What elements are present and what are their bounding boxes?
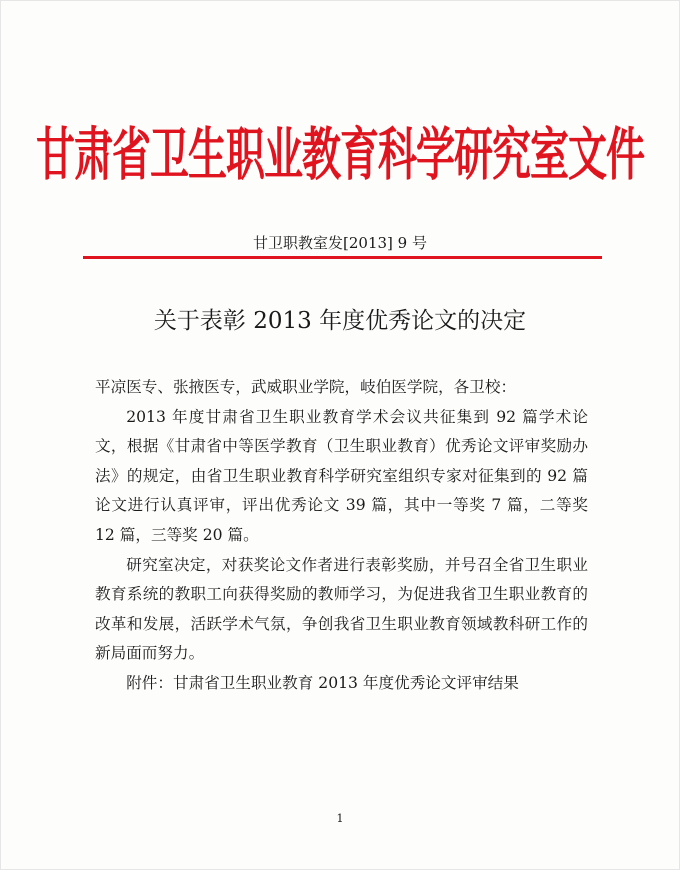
red-divider-line: [83, 256, 602, 259]
body-paragraph-2: 研究室决定，对获奖论文作者进行表彰奖励，并号召全省卫生职业教育系统的教职工向获得奖励的教师学习，为促进我省卫生职业教育的改革和发展，活跃学术气氛，争创我省卫生职业教育领域教科研工作的新局面而努力。: [95, 555, 588, 663]
attachment-line: 附件：甘肃省卫生职业教育 2013 年度优秀论文评审结果: [126, 673, 519, 692]
body-paragraph-1: 2013 年度甘肃省卫生职业教育学术会议共征集到 92 篇学术论文，根据《甘肃省中等医学教育（卫生职业教育）优秀论文评审奖励办法》的规定，由省卫生职业教育科学研究室组织专家对征集到的 92 篇论文进行认真评审，评出优秀论文 39 篇，其中一等奖 7 篇，二等奖 12 篇，三等奖 20 篇。: [95, 407, 588, 544]
page-number: 1: [336, 812, 344, 825]
document-header-title: 甘肃省卫生职业教育科学研究室文件: [35, 123, 644, 189]
document-body: [95, 373, 588, 699]
document-number: 甘卫职教室发[2013] 9 号: [253, 234, 427, 252]
salutation: 平凉医专、张掖医专，武威职业学院，岐伯医学院，各卫校：: [95, 378, 517, 396]
decision-title: 关于表彰 2013 年度优秀论文的决定: [153, 308, 527, 334]
